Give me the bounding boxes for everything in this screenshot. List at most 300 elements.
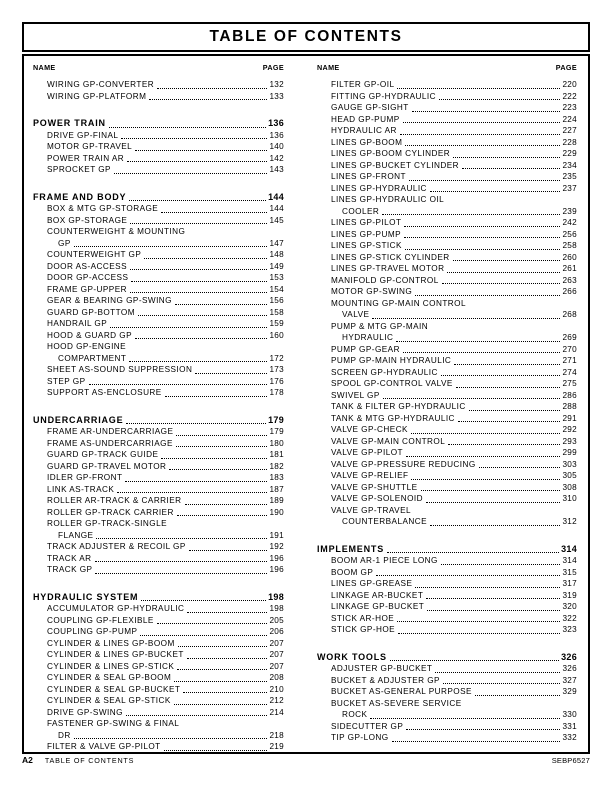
toc-entry-label: MOTOR GP-SWING xyxy=(331,287,413,296)
toc-leader-dots xyxy=(89,384,268,385)
toc-leader-dots xyxy=(404,237,560,238)
toc-entry[interactable] xyxy=(33,272,284,284)
toc-entry[interactable] xyxy=(317,217,577,229)
toc-entry-label: FILTER & VALVE GP-PILOT xyxy=(47,742,161,751)
toc-entry-label: TRACK AR xyxy=(47,553,92,563)
toc-leader-dots xyxy=(176,435,267,436)
toc-entry[interactable] xyxy=(317,493,577,505)
toc-entry-label: LINES GP-PUMP xyxy=(331,229,401,239)
toc-entry[interactable] xyxy=(317,413,577,425)
toc-entry-page: 218 xyxy=(269,730,284,740)
toc-entry-label: ROLLER GP-TRACK CARRIER xyxy=(47,507,174,517)
toc-entry-label: COUPLING GP-PUMP xyxy=(47,627,138,636)
toc-entry-label: CYLINDER & LINES GP-STICK xyxy=(47,661,175,671)
toc-entry-page: 187 xyxy=(269,484,284,494)
toc-entry[interactable] xyxy=(317,252,577,264)
toc-leader-dots xyxy=(406,729,560,730)
toc-entry-page: 136 xyxy=(269,130,284,140)
toc-entry-page: 143 xyxy=(269,165,284,174)
toc-leader-dots xyxy=(415,587,560,588)
toc-entry-label: SPOOL GP-CONTROL VALVE xyxy=(331,379,453,388)
toc-entry[interactable] xyxy=(317,624,577,636)
toc-entry-page: 207 xyxy=(269,638,284,648)
toc-entry-label: HOOD & GUARD GP xyxy=(47,330,132,340)
page-title-box xyxy=(22,22,590,52)
toc-leader-dots xyxy=(176,446,268,447)
toc-entry-page: 212 xyxy=(269,696,284,705)
toc-entry[interactable] xyxy=(317,459,577,471)
toc-entry[interactable] xyxy=(33,164,284,176)
toc-entry[interactable] xyxy=(317,675,577,687)
toc-leader-dots xyxy=(426,502,560,503)
toc-entry[interactable] xyxy=(33,661,284,673)
toc-entry[interactable] xyxy=(317,240,577,252)
toc-entry[interactable] xyxy=(33,495,284,507)
toc-entry-label: GAUGE GP-SIGHT xyxy=(331,103,409,112)
toc-entry-page: 256 xyxy=(562,229,577,239)
toc-entry[interactable] xyxy=(317,613,577,625)
toc-entry[interactable] xyxy=(317,516,577,528)
toc-entry-label: COUNTERBALANCE xyxy=(342,517,428,526)
toc-leader-dots xyxy=(96,538,267,539)
toc-leader-dots xyxy=(174,681,267,682)
toc-entry[interactable] xyxy=(33,215,284,227)
toc-entry-label: LINES GP-FRONT xyxy=(331,172,406,181)
toc-entry-page: 288 xyxy=(562,402,577,411)
toc-entry-page: 144 xyxy=(268,191,284,202)
toc-entry-page: 291 xyxy=(562,413,577,423)
toc-entry[interactable] xyxy=(33,461,284,473)
toc-leader-dots xyxy=(127,161,267,162)
toc-leader-dots xyxy=(448,444,560,445)
toc-entry-page: 314 xyxy=(561,543,577,554)
toc-entry-page: 271 xyxy=(562,356,577,365)
toc-entry-page: 327 xyxy=(562,675,577,685)
toc-entry[interactable] xyxy=(33,249,284,261)
toc-entry-page: 239 xyxy=(562,206,577,216)
toc-entry[interactable] xyxy=(33,707,284,719)
toc-entry[interactable] xyxy=(33,203,284,215)
toc-entry-page: 208 xyxy=(269,673,284,682)
toc-entry-label: TIP GP-LONG xyxy=(331,733,389,742)
toc-entry-label: GUARD GP-TRACK GUIDE xyxy=(47,450,159,459)
toc-leader-dots xyxy=(126,423,266,424)
toc-entry-page: 196 xyxy=(269,565,284,574)
toc-entry-page: 191 xyxy=(269,530,284,540)
toc-entry-label: LINES GP-BUCKET CYLINDER xyxy=(331,160,460,170)
toc-entry[interactable] xyxy=(33,449,284,461)
toc-entry-page: 196 xyxy=(269,553,284,563)
toc-leader-dots xyxy=(475,695,561,696)
toc-entry-label: POWER TRAIN xyxy=(33,118,106,128)
toc-leader-dots xyxy=(421,490,561,491)
toc-entry-page: 266 xyxy=(562,287,577,296)
toc-entry[interactable] xyxy=(317,148,577,160)
toc-entry-label: TANK & MTG GP-HYDRAULIC xyxy=(331,413,455,423)
toc-entry-page: 183 xyxy=(269,473,284,482)
toc-entry-page: 292 xyxy=(562,425,577,434)
toc-leader-dots xyxy=(177,515,268,516)
toc-entry-label: VALVE GP-PILOT xyxy=(331,448,403,457)
toc-entry-page: 326 xyxy=(561,651,577,662)
section-spacer xyxy=(33,176,284,184)
toc-entry-page: 299 xyxy=(562,448,577,457)
toc-entry[interactable] xyxy=(33,530,284,542)
toc-entry[interactable] xyxy=(317,663,577,675)
toc-entry[interactable] xyxy=(317,367,577,379)
toc-entry-label: TRACK ADJUSTER & RECOIL GP xyxy=(47,542,186,551)
toc-entry-page: 180 xyxy=(269,438,284,448)
toc-entry[interactable] xyxy=(317,601,577,613)
right-page-header: PAGE xyxy=(555,63,577,72)
toc-entry-page: 179 xyxy=(268,414,284,425)
toc-leader-dots xyxy=(376,575,560,576)
toc-entry[interactable] xyxy=(317,698,577,710)
toc-leader-dots xyxy=(141,600,266,601)
toc-entry[interactable] xyxy=(33,364,284,376)
toc-entry-label: BUCKET & ADJUSTER GP xyxy=(331,675,440,685)
toc-entry-label: PUMP GP-MAIN HYDRAULIC xyxy=(331,356,452,365)
toc-entry-page: 173 xyxy=(269,365,284,374)
toc-entry-page: 154 xyxy=(269,284,284,294)
toc-entry[interactable] xyxy=(33,695,284,707)
toc-entry[interactable] xyxy=(33,730,284,742)
toc-entry-label: MOTOR GP-TRAVEL xyxy=(47,142,133,151)
toc-entry[interactable] xyxy=(33,638,284,650)
toc-entry-page: 198 xyxy=(268,591,284,602)
toc-entry-page: 242 xyxy=(562,218,577,227)
toc-entry-page: 132 xyxy=(269,80,284,89)
toc-leader-dots xyxy=(121,138,267,139)
toc-entry[interactable] xyxy=(33,91,284,103)
toc-entry[interactable] xyxy=(317,229,577,241)
toc-entry-label: GUARD GP-TRAVEL MOTOR xyxy=(47,461,167,471)
toc-entry-label: GEAR & BEARING GP-SWING xyxy=(47,296,172,305)
toc-entry[interactable] xyxy=(317,160,577,172)
toc-entry[interactable] xyxy=(317,555,577,567)
toc-leader-dots xyxy=(403,122,561,123)
toc-leader-dots xyxy=(404,226,560,227)
toc-entry-page: 227 xyxy=(562,126,577,135)
toc-entry-page: 326 xyxy=(562,664,577,673)
left-column-header xyxy=(33,63,306,72)
toc-leader-dots xyxy=(453,260,561,261)
toc-leader-dots xyxy=(411,433,560,434)
toc-entry-label: GUARD GP-BOTTOM xyxy=(47,307,136,317)
toc-entry-label: VALVE GP-MAIN CONTROL xyxy=(331,436,446,446)
toc-entry-label: FRAME AS-UNDERCARRIAGE xyxy=(47,438,173,448)
toc-entry-page: 206 xyxy=(269,627,284,636)
toc-entry[interactable] xyxy=(317,378,577,390)
toc-entry-label: BOOM GP xyxy=(331,567,374,577)
toc-entry[interactable] xyxy=(33,484,284,496)
toc-entry-page: 220 xyxy=(562,80,577,89)
toc-entry[interactable] xyxy=(33,330,284,342)
toc-entry-label: LINES GP-BOOM CYLINDER xyxy=(331,149,451,158)
toc-entry[interactable] xyxy=(33,684,284,696)
toc-leader-dots xyxy=(130,223,267,224)
toc-entry[interactable] xyxy=(317,590,577,602)
toc-entry[interactable] xyxy=(317,447,577,459)
toc-entry[interactable] xyxy=(317,194,577,206)
toc-entry[interactable] xyxy=(317,686,577,698)
toc-leader-dots xyxy=(430,525,560,526)
toc-entry-page: 159 xyxy=(269,319,284,328)
toc-entry-label: PUMP GP-GEAR xyxy=(331,344,400,354)
toc-leader-dots xyxy=(149,99,267,100)
section-spacer xyxy=(317,636,577,644)
toc-entry[interactable] xyxy=(33,426,284,438)
toc-leader-dots xyxy=(187,658,268,659)
toc-entry-label: LINES GP-STICK xyxy=(331,241,402,250)
toc-leader-dots xyxy=(430,191,561,192)
toc-entry-page: 144 xyxy=(269,204,284,213)
toc-entry[interactable] xyxy=(33,387,284,399)
toc-entry[interactable] xyxy=(33,518,284,530)
toc-entry-page: 149 xyxy=(269,261,284,271)
toc-entry-page: 258 xyxy=(562,241,577,250)
toc-entry[interactable] xyxy=(317,505,577,517)
toc-entry[interactable] xyxy=(317,79,577,91)
toc-entry-page: 182 xyxy=(269,461,284,471)
toc-entry-page: 315 xyxy=(562,567,577,577)
toc-leader-dots xyxy=(114,173,267,174)
toc-right-column xyxy=(306,79,579,753)
toc-entry[interactable] xyxy=(317,482,577,494)
toc-entry-label: WORK TOOLS xyxy=(317,651,387,662)
toc-entry[interactable] xyxy=(317,578,577,590)
toc-entry-label: VALVE GP-RELIEF xyxy=(331,471,409,480)
toc-entry-label: LINES GP-GREASE xyxy=(331,579,413,588)
toc-entry-label: VALVE GP-TRAVEL xyxy=(331,505,412,515)
toc-leader-dots xyxy=(161,212,267,213)
toc-entry-page: 147 xyxy=(269,238,284,248)
toc-leader-dots xyxy=(110,327,267,328)
toc-entry-label: BOX & MTG GP-STORAGE xyxy=(47,204,159,213)
toc-entry[interactable] xyxy=(33,541,284,553)
toc-entry[interactable] xyxy=(33,341,284,353)
toc-section-entry[interactable] xyxy=(33,415,284,427)
toc-entry-label: FLANGE xyxy=(58,530,94,540)
toc-leader-dots xyxy=(441,564,561,565)
toc-leader-dots xyxy=(130,269,267,270)
toc-leader-dots xyxy=(109,127,266,128)
toc-entry[interactable] xyxy=(317,424,577,436)
toc-entry-label: FRAME GP-UPPER xyxy=(47,284,127,294)
toc-entry[interactable] xyxy=(317,470,577,482)
toc-entry[interactable] xyxy=(33,438,284,450)
toc-entry-page: 190 xyxy=(269,507,284,517)
toc-entry-page: 145 xyxy=(269,215,284,225)
toc-leader-dots xyxy=(396,341,560,342)
toc-entry[interactable] xyxy=(317,114,577,126)
toc-entry[interactable] xyxy=(317,286,577,298)
toc-entry-label: VALVE xyxy=(342,310,370,319)
toc-leader-dots xyxy=(74,246,268,247)
toc-entry-page: 319 xyxy=(562,590,577,600)
toc-entry-label: WIRING GP-PLATFORM xyxy=(47,91,147,101)
toc-entry-page: 142 xyxy=(269,153,284,163)
toc-entry-label: DR xyxy=(58,730,71,740)
toc-entry[interactable] xyxy=(317,732,577,744)
toc-entry[interactable] xyxy=(317,567,577,579)
toc-entry-label: MOUNTING GP-MAIN CONTROL xyxy=(331,298,466,308)
toc-entry-page: 158 xyxy=(269,307,284,317)
toc-leader-dots xyxy=(138,315,267,316)
toc-entry-page: 181 xyxy=(269,450,284,459)
toc-entry[interactable] xyxy=(317,263,577,275)
toc-entry[interactable] xyxy=(33,741,284,753)
toc-left-column xyxy=(33,79,306,753)
toc-entry[interactable] xyxy=(317,309,577,321)
toc-entry-page: 136 xyxy=(268,118,284,128)
toc-leader-dots xyxy=(390,660,559,661)
toc-entry-label: HANDRAIL GP xyxy=(47,319,108,328)
toc-entry[interactable] xyxy=(33,603,284,615)
toc-entry[interactable] xyxy=(317,436,577,448)
toc-leader-dots xyxy=(427,610,560,611)
toc-entry-page: 224 xyxy=(562,114,577,124)
toc-entry[interactable] xyxy=(317,332,577,344)
toc-entry[interactable] xyxy=(317,390,577,402)
toc-entry-label: COUNTERWEIGHT & MOUNTING xyxy=(47,227,186,236)
toc-entry-label: ADJUSTER GP-BUCKET xyxy=(331,664,433,673)
toc-entry[interactable] xyxy=(33,672,284,684)
toc-entry[interactable] xyxy=(317,91,577,103)
toc-entry-label: DOOR GP-ACCESS xyxy=(47,273,129,282)
toc-entry-page: 286 xyxy=(562,390,577,400)
toc-entry[interactable] xyxy=(317,206,577,218)
toc-entry[interactable] xyxy=(33,507,284,519)
toc-entry[interactable] xyxy=(33,79,284,91)
toc-entry[interactable] xyxy=(317,275,577,287)
toc-entry-page: 263 xyxy=(562,275,577,285)
toc-entry[interactable] xyxy=(317,355,577,367)
toc-entry[interactable] xyxy=(33,353,284,365)
toc-entry[interactable] xyxy=(33,649,284,661)
toc-leader-dots xyxy=(439,99,560,100)
toc-section-entry[interactable] xyxy=(317,544,577,556)
toc-entry[interactable] xyxy=(317,721,577,733)
toc-section-entry[interactable] xyxy=(33,192,284,204)
toc-entry-label: IMPLEMENTS xyxy=(317,543,385,554)
toc-entry-label: LINES GP-STICK CYLINDER xyxy=(331,252,450,262)
toc-entry[interactable] xyxy=(317,102,577,114)
toc-leader-dots xyxy=(405,145,560,146)
toc-entry[interactable] xyxy=(33,284,284,296)
toc-entry-label: UNDERCARRIAGE xyxy=(33,414,124,425)
right-name-header: NAME xyxy=(317,63,340,72)
toc-leader-dots xyxy=(392,741,561,742)
toc-entry-label: TANK & FILTER GP-HYDRAULIC xyxy=(331,402,466,411)
toc-entry[interactable] xyxy=(317,344,577,356)
toc-leader-dots xyxy=(174,704,268,705)
toc-entry[interactable] xyxy=(33,226,284,238)
toc-entry[interactable] xyxy=(33,295,284,307)
left-page-header: PAGE xyxy=(262,63,284,72)
toc-leader-dots xyxy=(175,304,267,305)
toc-entry-page: 317 xyxy=(562,579,577,588)
toc-entry[interactable] xyxy=(33,238,284,250)
toc-entry[interactable] xyxy=(317,137,577,149)
toc-entry-page: 329 xyxy=(562,687,577,696)
page-title: TABLE OF CONTENTS xyxy=(209,28,403,45)
toc-leader-dots xyxy=(443,683,560,684)
toc-leader-dots xyxy=(403,352,560,353)
toc-entry-page: 148 xyxy=(269,250,284,259)
toc-entry-label: LINES GP-PILOT xyxy=(331,218,402,227)
toc-entry[interactable] xyxy=(33,615,284,627)
toc-entry[interactable] xyxy=(317,125,577,137)
toc-entry[interactable] xyxy=(33,553,284,565)
toc-entry-label: COUNTERWEIGHT GP xyxy=(47,250,142,259)
toc-entry[interactable] xyxy=(317,401,577,413)
toc-entry-label: VALVE GP-CHECK xyxy=(331,425,408,434)
toc-section-entry[interactable] xyxy=(317,652,577,664)
toc-entry-label: CYLINDER & SEAL GP-STICK xyxy=(47,696,171,705)
toc-entry-page: 314 xyxy=(562,556,577,565)
toc-entry[interactable] xyxy=(33,564,284,576)
toc-leader-dots xyxy=(383,398,561,399)
toc-entry-page: 303 xyxy=(562,459,577,469)
toc-entry-page: 234 xyxy=(562,160,577,170)
toc-entry[interactable] xyxy=(33,318,284,330)
toc-entry-page: 235 xyxy=(562,172,577,181)
toc-entry[interactable] xyxy=(33,376,284,388)
section-spacer xyxy=(317,528,577,536)
toc-entry-label: POWER TRAIN AR xyxy=(47,153,125,163)
toc-entry[interactable] xyxy=(317,183,577,195)
toc-entry-label: FRAME AR-UNDERCARRIAGE xyxy=(47,427,174,436)
toc-section-entry[interactable] xyxy=(33,118,284,130)
toc-entry-page: 153 xyxy=(269,273,284,282)
toc-leader-dots xyxy=(397,88,560,89)
toc-entry-label: SCREEN GP-HYDRAULIC xyxy=(331,367,438,377)
toc-entry[interactable] xyxy=(317,321,577,333)
toc-entry-page: 160 xyxy=(269,330,284,340)
toc-entry-page: 222 xyxy=(562,91,577,101)
toc-entry-page: 205 xyxy=(269,615,284,625)
toc-entry[interactable] xyxy=(33,261,284,273)
toc-entry-page: 275 xyxy=(562,379,577,388)
toc-entry[interactable] xyxy=(317,709,577,721)
toc-leader-dots xyxy=(129,200,266,201)
toc-entry-label: SUPPORT AS-ENCLOSURE xyxy=(47,388,162,397)
toc-entry[interactable] xyxy=(33,626,284,638)
toc-entry[interactable] xyxy=(33,141,284,153)
toc-entry-label: LINKAGE AR-BUCKET xyxy=(331,590,424,600)
toc-leader-dots xyxy=(462,168,560,169)
toc-entry[interactable] xyxy=(33,153,284,165)
toc-entry-label: SIDECUTTER GP xyxy=(331,721,404,731)
page-footer xyxy=(22,755,590,765)
toc-leader-dots xyxy=(126,715,268,716)
column-headers xyxy=(33,63,579,72)
toc-leader-dots xyxy=(165,396,268,397)
toc-entry[interactable] xyxy=(317,171,577,183)
toc-entry-label: BUCKET AS-SEVERE SERVICE xyxy=(331,698,462,708)
toc-entry[interactable] xyxy=(33,472,284,484)
toc-entry[interactable] xyxy=(33,307,284,319)
toc-entry[interactable] xyxy=(33,718,284,730)
toc-entry-page: 293 xyxy=(562,436,577,446)
footer-page-id: A2 xyxy=(22,755,33,765)
toc-section-entry[interactable] xyxy=(33,592,284,604)
toc-entry[interactable] xyxy=(33,130,284,142)
toc-leader-dots xyxy=(144,258,267,259)
section-spacer xyxy=(33,576,284,584)
toc-entry[interactable] xyxy=(317,298,577,310)
